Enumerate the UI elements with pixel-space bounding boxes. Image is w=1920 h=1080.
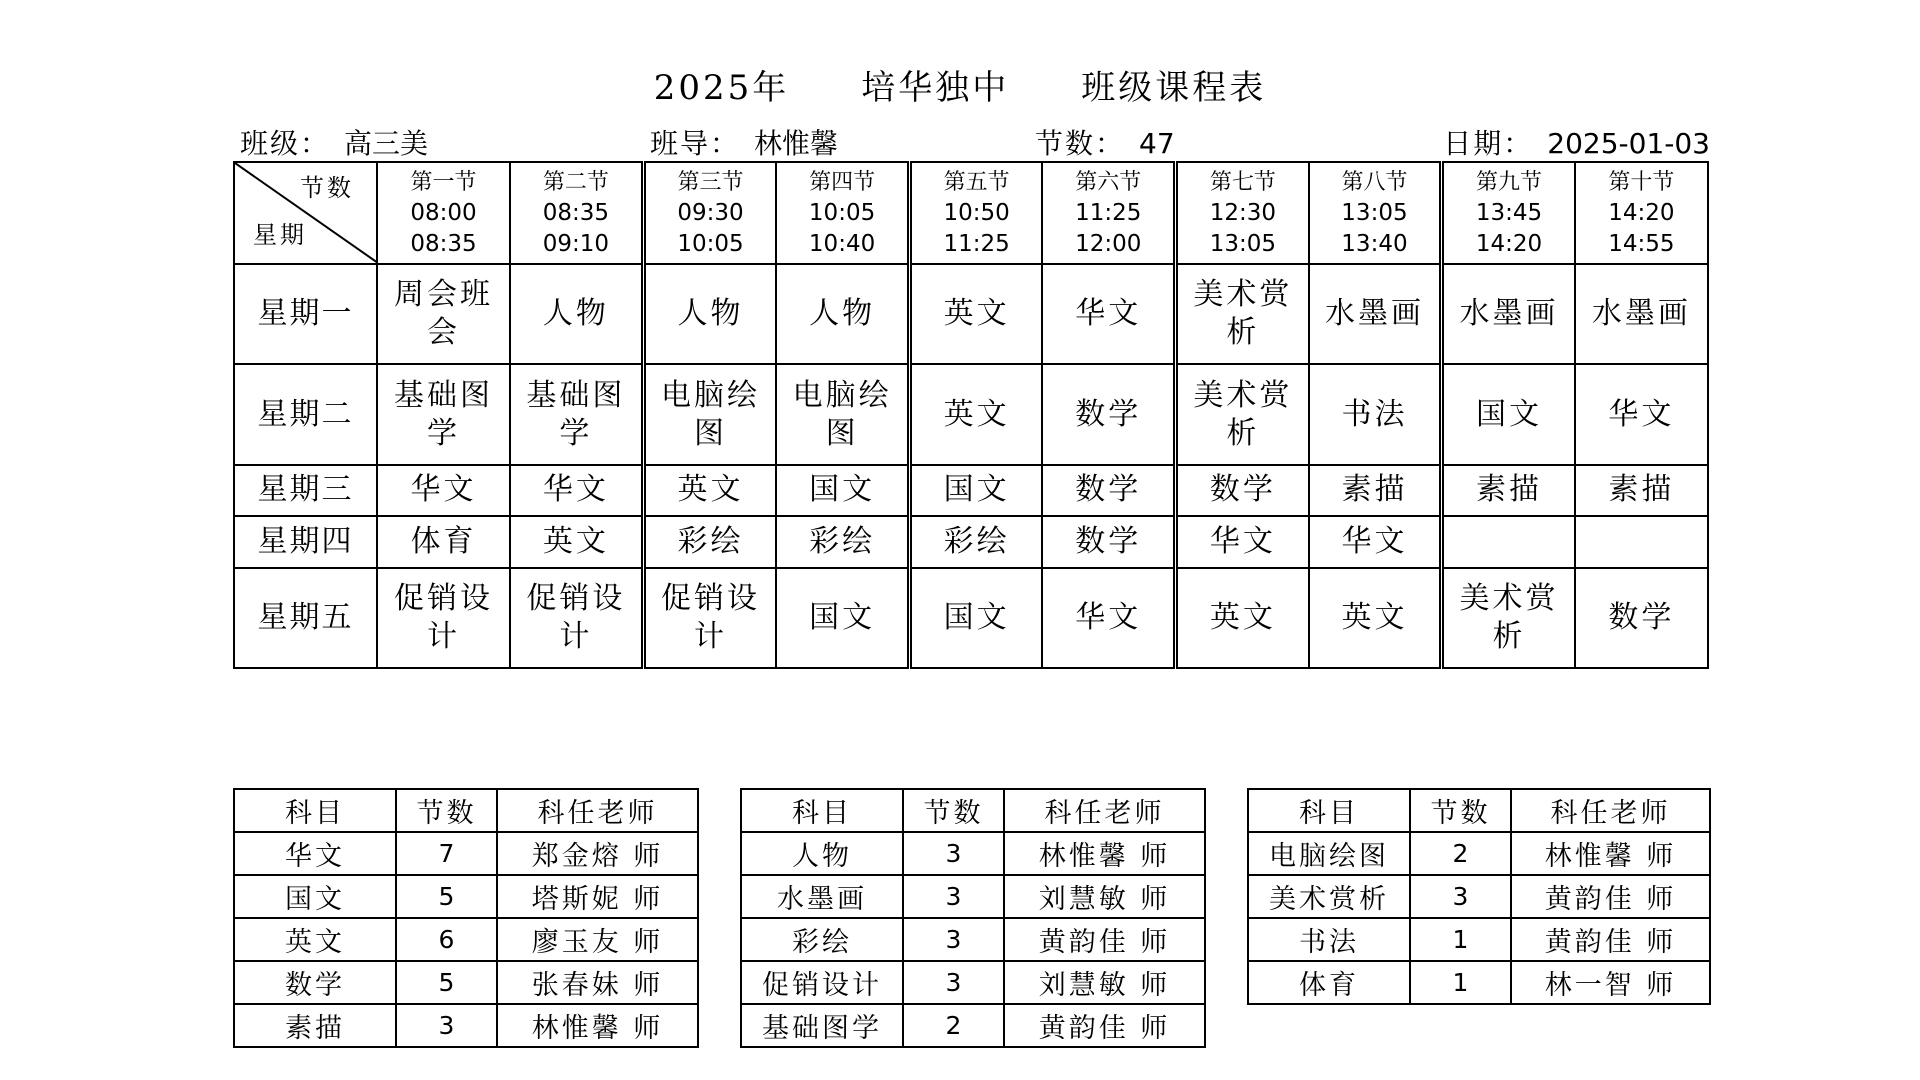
day-label: 星期三	[234, 465, 377, 516]
class-cell	[776, 516, 909, 567]
period-end: 13:05	[1209, 230, 1276, 257]
subject-text: 促销设计	[526, 580, 626, 654]
subject-text: 华文	[1341, 523, 1408, 559]
class-cell	[510, 568, 643, 668]
class-cell	[643, 516, 776, 567]
summary-row	[234, 918, 698, 961]
summary-count: 3	[396, 1004, 497, 1047]
summary-teacher: 郑金熔 师	[497, 832, 698, 875]
period-name: 第六节	[1075, 169, 1142, 195]
summary-row	[741, 875, 1205, 918]
subject-text: 数学	[1075, 523, 1142, 559]
summary-subject: 华文	[234, 832, 396, 875]
class-cell	[909, 516, 1042, 567]
subject-text: 水墨画	[1591, 296, 1691, 332]
period-name: 第十节	[1608, 169, 1675, 195]
summary-subject: 国文	[234, 875, 396, 918]
class-cell	[1309, 364, 1442, 464]
summary-teacher: 林惟馨 师	[1004, 832, 1205, 875]
period-start: 11:25	[1075, 199, 1142, 226]
periods-value: 47	[1139, 127, 1175, 160]
summary-teacher: 林惟馨 师	[497, 1004, 698, 1047]
schedule-table	[233, 161, 1709, 669]
period-name: 第五节	[943, 169, 1010, 195]
summary-header-row	[1248, 789, 1710, 832]
summary-count: 1	[1410, 918, 1511, 961]
subject-text: 水墨画	[1324, 296, 1424, 332]
summary-teacher: 张春妹 师	[497, 961, 698, 1004]
class-cell	[643, 364, 776, 464]
class-cell	[1176, 568, 1309, 668]
title-school: 培华独中	[861, 68, 1010, 108]
class-cell	[1042, 516, 1175, 567]
summary-header-cell: 科任老师	[497, 789, 698, 832]
summary-row	[741, 918, 1205, 961]
subject-text: 电脑绘图	[660, 377, 760, 451]
class-cell	[1309, 568, 1442, 668]
summary-count: 6	[396, 918, 497, 961]
subject-text: 国文	[1476, 396, 1543, 432]
period-start: 08:00	[410, 199, 477, 226]
subject-text: 素描	[1476, 472, 1543, 508]
subject-text: 美术赏析	[1193, 377, 1293, 451]
class-cell	[377, 516, 510, 567]
class-cell	[1042, 264, 1175, 364]
date-info	[1443, 122, 1710, 162]
summary-header-cell: 科任老师	[1004, 789, 1205, 832]
mentor-label: 班导：	[650, 127, 741, 160]
summary-subject: 美术赏析	[1248, 875, 1410, 918]
period-header-5	[909, 162, 1042, 264]
summary-count: 2	[903, 1004, 1004, 1047]
summary-row	[1248, 961, 1710, 1004]
summary-teacher: 黄韵佳 师	[1511, 918, 1710, 961]
period-start: 12:30	[1209, 199, 1276, 226]
subject-text: 人物	[542, 296, 609, 332]
periods-info	[1035, 122, 1175, 162]
period-end: 14:55	[1608, 230, 1675, 257]
periods-label: 节数：	[1035, 127, 1126, 160]
subject-text: 国文	[809, 472, 876, 508]
class-cell	[1309, 264, 1442, 364]
subject-text: 体育	[410, 523, 477, 559]
summary-count: 5	[396, 961, 497, 1004]
summary-header-cell: 科目	[741, 789, 903, 832]
subject-text: 英文	[1209, 599, 1276, 635]
summary-row	[741, 832, 1205, 875]
summary-header-row	[741, 789, 1205, 832]
subject-text: 华文	[410, 472, 477, 508]
summary-header-cell: 科目	[234, 789, 396, 832]
class-cell	[1575, 465, 1708, 516]
corner-cell	[234, 162, 377, 264]
summary-teacher: 廖玉友 师	[497, 918, 698, 961]
period-start: 08:35	[542, 199, 610, 226]
period-header-6	[1042, 162, 1175, 264]
day-row	[234, 264, 1708, 364]
period-end: 08:35	[410, 230, 477, 257]
summary-header-cell: 科目	[1248, 789, 1410, 832]
class-cell	[909, 364, 1042, 464]
summary-subject: 促销设计	[741, 961, 903, 1004]
subject-text: 彩绘	[943, 523, 1010, 559]
class-cell	[776, 568, 909, 668]
period-header-3	[643, 162, 776, 264]
summary-header-cell: 节数	[396, 789, 497, 832]
subject-text: 华文	[1209, 523, 1276, 559]
class-cell	[1176, 364, 1309, 464]
summary-count: 3	[903, 832, 1004, 875]
summary-teacher: 黄韵佳 师	[1511, 875, 1710, 918]
period-end: 14:20	[1475, 230, 1543, 257]
summary-row	[234, 875, 698, 918]
summary-row	[741, 1004, 1205, 1047]
subject-text: 英文	[1341, 599, 1408, 635]
summary-header-cell: 节数	[1410, 789, 1511, 832]
day-row	[234, 568, 1708, 668]
class-label: 班级：	[240, 127, 331, 160]
period-start: 13:05	[1341, 199, 1408, 226]
period-name: 第七节	[1209, 169, 1276, 195]
summary-table-2	[740, 788, 1206, 1048]
summary-row	[234, 1004, 698, 1047]
subject-text: 基础图学	[526, 377, 626, 451]
subject-text: 华文	[1608, 396, 1675, 432]
subject-text: 促销设计	[394, 580, 494, 654]
period-name: 第二节	[542, 169, 609, 195]
subject-text: 华文	[1075, 296, 1142, 332]
summary-row	[234, 832, 698, 875]
class-cell	[510, 264, 643, 364]
date-value: 2025-01-03	[1547, 127, 1710, 160]
summary-subject: 素描	[234, 1004, 396, 1047]
document-title	[0, 60, 1920, 109]
subject-text: 数学	[1209, 472, 1276, 508]
day-label: 星期五	[234, 568, 377, 668]
mentor-info	[650, 122, 838, 162]
subject-text: 电脑绘图	[792, 377, 892, 451]
class-cell	[776, 465, 909, 516]
class-cell	[909, 264, 1042, 364]
subject-text: 英文	[542, 523, 609, 559]
class-cell	[643, 465, 776, 516]
summary-count: 7	[396, 832, 497, 875]
period-start: 09:30	[677, 199, 744, 226]
period-header-7	[1176, 162, 1309, 264]
summary-table-3	[1247, 788, 1711, 1005]
period-header-2	[510, 162, 643, 264]
summary-row	[1248, 875, 1710, 918]
summary-teacher: 林惟馨 师	[1511, 832, 1710, 875]
class-cell	[1176, 516, 1309, 567]
subject-text: 人物	[809, 296, 876, 332]
summary-teacher: 塔斯妮 师	[497, 875, 698, 918]
summary-row	[1248, 832, 1710, 875]
class-cell	[510, 364, 643, 464]
summary-count: 1	[1410, 961, 1511, 1004]
schedule-header-row	[234, 162, 1708, 264]
summary-count: 3	[903, 875, 1004, 918]
summary-count: 3	[1410, 875, 1511, 918]
class-cell	[776, 364, 909, 464]
summary-subject: 数学	[234, 961, 396, 1004]
period-end: 12:00	[1075, 230, 1142, 257]
class-cell	[377, 568, 510, 668]
summary-subject: 书法	[1248, 918, 1410, 961]
summary-header-row	[234, 789, 698, 832]
class-cell	[510, 516, 643, 567]
period-end: 11:25	[943, 230, 1010, 257]
summary-teacher: 黄韵佳 师	[1004, 1004, 1205, 1047]
class-cell	[1309, 516, 1442, 567]
subject-text: 数学	[1075, 396, 1142, 432]
period-end: 09:10	[542, 230, 610, 257]
class-cell	[1442, 465, 1575, 516]
subject-text: 英文	[943, 396, 1010, 432]
subject-text: 国文	[943, 472, 1010, 508]
day-row	[234, 364, 1708, 464]
title-year: 2025年	[653, 68, 790, 108]
period-header-9	[1442, 162, 1575, 264]
date-label: 日期：	[1443, 127, 1534, 160]
period-name: 第一节	[410, 169, 477, 195]
summary-subject: 人物	[741, 832, 903, 875]
subject-text: 书法	[1341, 396, 1408, 432]
class-cell	[1442, 516, 1575, 567]
mentor-value: 林惟馨	[754, 127, 839, 160]
summary-row	[1248, 918, 1710, 961]
day-row	[234, 465, 1708, 516]
period-name: 第九节	[1476, 169, 1543, 195]
class-cell	[643, 264, 776, 364]
class-cell	[1575, 364, 1708, 464]
summary-subject: 电脑绘图	[1248, 832, 1410, 875]
class-cell	[909, 465, 1042, 516]
class-cell	[377, 465, 510, 516]
class-cell	[510, 465, 643, 516]
class-cell	[776, 264, 909, 364]
subject-text: 数学	[1608, 599, 1675, 635]
subject-text: 英文	[677, 472, 744, 508]
class-cell	[1176, 264, 1309, 364]
subject-text: 英文	[943, 296, 1010, 332]
title-text: 班级课程表	[1081, 68, 1267, 108]
summary-teacher: 刘慧敏 师	[1004, 961, 1205, 1004]
subject-text: 华文	[1075, 599, 1142, 635]
class-cell	[1442, 364, 1575, 464]
summary-subject: 英文	[234, 918, 396, 961]
subject-text: 彩绘	[809, 523, 876, 559]
class-cell	[1442, 568, 1575, 668]
period-start: 13:45	[1475, 199, 1543, 226]
subject-text: 人物	[677, 296, 744, 332]
class-cell	[1042, 364, 1175, 464]
class-cell	[377, 364, 510, 464]
corner-periods-label: 节数	[300, 174, 354, 202]
subject-text: 华文	[542, 472, 609, 508]
class-cell	[377, 264, 510, 364]
summary-count: 5	[396, 875, 497, 918]
period-name: 第八节	[1341, 169, 1408, 195]
info-bar	[240, 122, 1710, 158]
class-cell	[643, 568, 776, 668]
subject-text: 国文	[943, 599, 1010, 635]
class-cell	[1042, 568, 1175, 668]
class-cell	[1575, 516, 1708, 567]
period-header-8	[1309, 162, 1442, 264]
summary-subject: 彩绘	[741, 918, 903, 961]
period-header-10	[1575, 162, 1708, 264]
summary-subject: 水墨画	[741, 875, 903, 918]
corner-days-label: 星期	[253, 221, 307, 249]
subject-text: 国文	[809, 599, 876, 635]
class-cell	[1176, 465, 1309, 516]
subject-text: 周会班会	[394, 277, 494, 351]
summary-table-1	[233, 788, 699, 1048]
summary-count: 3	[903, 961, 1004, 1004]
subject-text: 水墨画	[1459, 296, 1559, 332]
subject-text: 美术赏析	[1459, 580, 1559, 654]
subject-text: 数学	[1075, 472, 1142, 508]
class-cell	[1575, 568, 1708, 668]
class-cell	[1309, 465, 1442, 516]
period-start: 10:05	[808, 199, 876, 226]
day-label: 星期四	[234, 516, 377, 567]
day-label: 星期二	[234, 364, 377, 464]
summary-header-cell: 节数	[903, 789, 1004, 832]
class-value: 高三美	[344, 127, 429, 160]
class-info	[240, 122, 428, 162]
summary-count: 2	[1410, 832, 1511, 875]
summary-row	[741, 961, 1205, 1004]
period-end: 13:40	[1341, 230, 1408, 257]
period-end: 10:40	[808, 230, 876, 257]
period-header-4	[776, 162, 909, 264]
summary-row	[234, 961, 698, 1004]
subject-text: 素描	[1341, 472, 1408, 508]
summary-count: 3	[903, 918, 1004, 961]
subject-text: 素描	[1608, 472, 1675, 508]
period-end: 10:05	[677, 230, 744, 257]
subject-text: 彩绘	[677, 523, 744, 559]
class-cell	[1442, 264, 1575, 364]
period-header-1	[377, 162, 510, 264]
class-cell	[1042, 465, 1175, 516]
subject-text: 美术赏析	[1193, 277, 1293, 351]
period-name: 第四节	[809, 169, 876, 195]
summary-teacher: 黄韵佳 师	[1004, 918, 1205, 961]
summary-subject: 基础图学	[741, 1004, 903, 1047]
class-cell	[1575, 264, 1708, 364]
summary-teacher: 刘慧敏 师	[1004, 875, 1205, 918]
class-cell	[909, 568, 1042, 668]
period-start: 14:20	[1608, 199, 1675, 226]
day-row	[234, 516, 1708, 567]
period-start: 10:50	[943, 199, 1010, 226]
day-label: 星期一	[234, 264, 377, 364]
subject-text: 促销设计	[660, 580, 760, 654]
summary-header-cell: 科任老师	[1511, 789, 1710, 832]
period-name: 第三节	[677, 169, 744, 195]
summary-subject: 体育	[1248, 961, 1410, 1004]
summary-teacher: 林一智 师	[1511, 961, 1710, 1004]
subject-text: 基础图学	[394, 377, 494, 451]
